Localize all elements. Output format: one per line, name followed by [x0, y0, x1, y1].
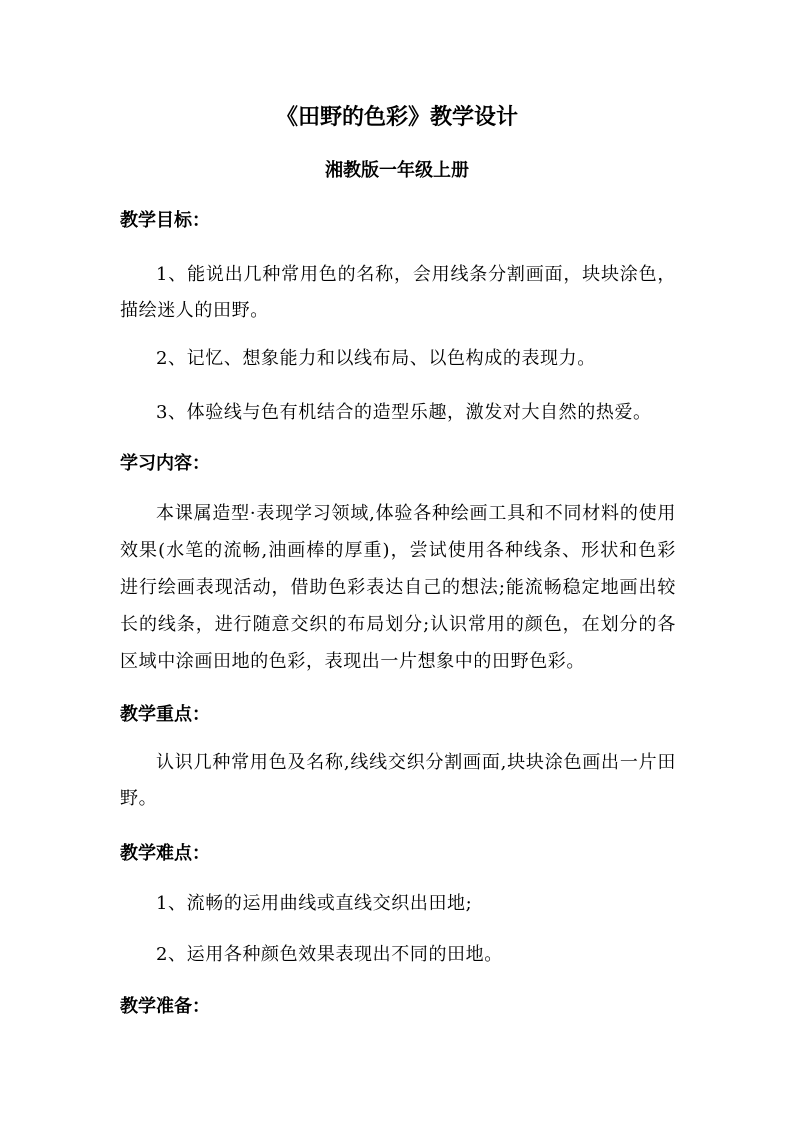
- difficulty-paragraph-2: 2、运用各种颜色效果表现出不同的田地。: [156, 944, 503, 965]
- content-paragraph: 本课属造型·表现学习领域,体验各种绘画工具和不同材料的使用效果(水笔的流畅,油画棒的厚重)，尝试使用各种线条、形状和色彩进行绘画表现活动，借助色彩表达自己的想法;能流畅稳定地画出较长的线条，进行随意交织的布局划分;认识常用的颜色，在划分的各区域中涂画田地的色彩，表现出一片想象中的田野色彩。: [120, 503, 676, 672]
- goal-paragraph-1: 1、能说出几种常用色的名称，会用线条分割画面，块块涂色，描绘迷人的田野。: [120, 264, 676, 321]
- key-points-paragraph: 认识几种常用色及名称,线线交织分割画面,块块涂色画出一片田野。: [120, 752, 676, 809]
- document-title: 《田野的色彩》教学设计: [275, 104, 518, 130]
- section-heading-teaching-goals: 教学目标：: [120, 210, 210, 231]
- goal-paragraph-2: 2、记忆、想象能力和以线布局、以色构成的表现力。: [156, 348, 596, 369]
- document-subtitle: 湘教版一年级上册: [325, 160, 469, 181]
- difficulty-paragraph-1: 1、流畅的运用曲线或直线交织出田地;: [156, 893, 473, 914]
- section-heading-key-points: 教学重点：: [120, 704, 210, 725]
- section-heading-learning-content: 学习内容：: [120, 453, 210, 474]
- section-heading-difficulties: 教学难点：: [120, 843, 210, 864]
- goal-paragraph-3: 3、体验线与色有机结合的造型乐趣，激发对大自然的热爱。: [156, 402, 652, 423]
- section-heading-preparation: 教学准备：: [120, 996, 210, 1017]
